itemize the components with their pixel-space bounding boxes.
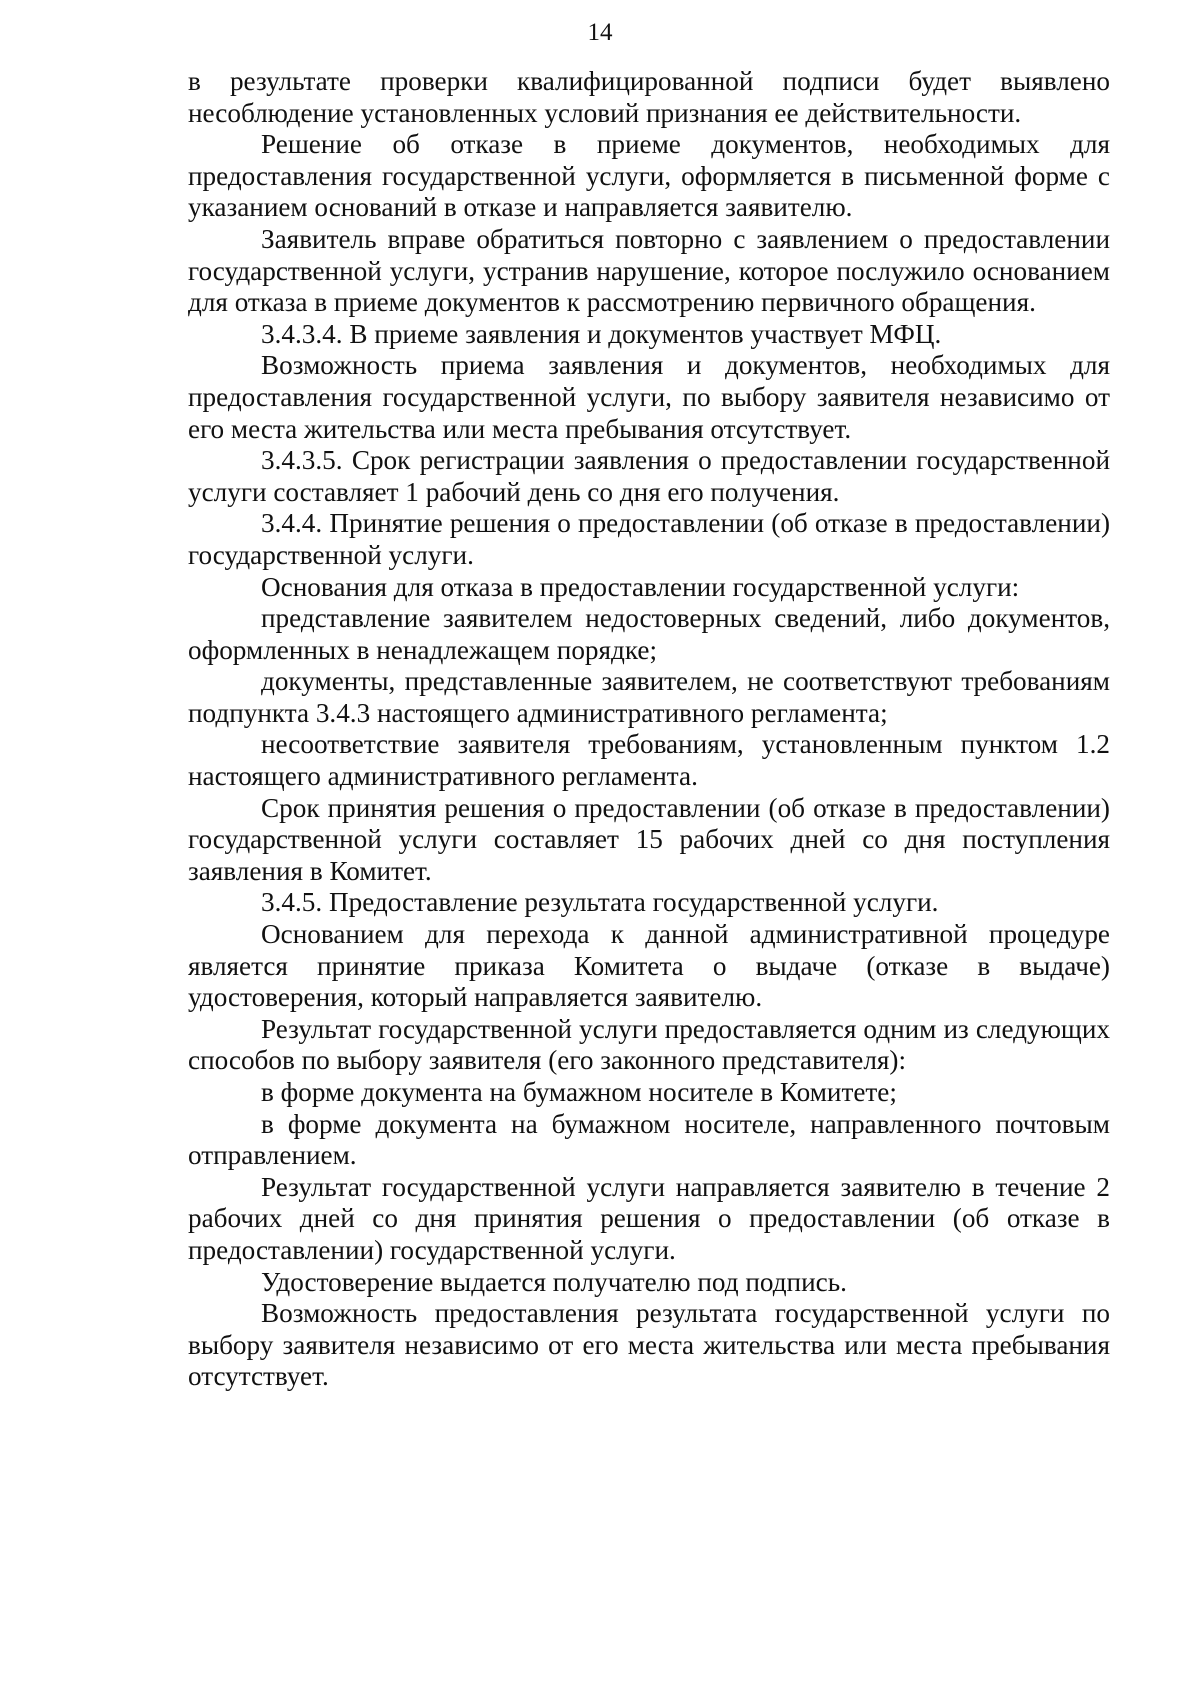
paragraph-ground-false-info: представление заявителем недостоверных сведений, либо документов, оформленных в ненадлежащем порядке; (188, 603, 1110, 665)
paragraph-method-in-committee: в форме документа на бумажном носителе в Комитете; (261, 1077, 897, 1107)
paragraph-method-by-post: в форме документа на бумажном носителе, направленного почтовым отправлением. (188, 1108, 1110, 1171)
paragraph-refusal-grounds-heading: Основания для отказа в предоставлении государственной услуги: (261, 571, 1020, 602)
paragraph-procedure-basis: Основанием для перехода к данной административной процедуре является принятие приказа Комитета о выдаче (отказе в выдаче) удостоверения, который направляется заявителю. (188, 919, 1110, 1013)
document-body (188, 66, 1110, 1393)
paragraph-certificate-issue: Удостоверение выдается получателю под подпись. (261, 1266, 847, 1297)
paragraph-ground-noncompliant-docs: документы, представленные заявителем, не соответствуют требованиям подпункта 3.4.3 настоящего административного регламента; (188, 666, 1110, 728)
paragraph-result-methods: Результат государственной услуги предоставляется одним из следующих способов по выбору заявителя (его законного представителя): (188, 1013, 1110, 1076)
paragraph-result-term: Результат государственной услуги направляется заявителю в течение 2 рабочих дней со дня принятия решения о предоставлении (об отказе в предоставлении) государственной услуги. (188, 1171, 1110, 1265)
page-number: 14 (587, 19, 613, 46)
paragraph-continuation: в результате проверки квалифицированной подписи будет выявлено несоблюдение установленных условий признания ее действительности. (188, 66, 1110, 128)
paragraph-3-4-3-4: 3.4.3.4. В приеме заявления и документов участвует МФЦ. (261, 318, 942, 349)
paragraph-decision-term: Срок принятия решения о предоставлении (об отказе в предоставлении) государственной услуги составляет 15 рабочих дней со дня поступления заявления в Комитет. (188, 792, 1110, 886)
paragraph-3-4-3-5: 3.4.3.5. Срок регистрации заявления о предоставлении государственной услуги составляет 1 рабочий день со дня его получения. (188, 445, 1110, 507)
paragraph-ground-applicant-mismatch: несоответствие заявителя требованиям, установленным пунктом 1.2 настоящего административного регламента. (188, 729, 1110, 792)
paragraph-result-possibility: Возможность предоставления результата государственной услуги по выбору заявителя независимо от его места жительства или места пребывания отсутствует. (188, 1298, 1110, 1392)
paragraph-reapply-right: Заявитель вправе обратиться повторно с заявлением о предоставлении государственной услуги, устранив нарушение, которое послужило основанием для отказа в приеме документов к рассмотрению первичного обращения. (188, 223, 1110, 318)
paragraph-reception-possibility: Возможность приема заявления и документов, необходимых для предоставления государственной услуги, по выбору заявителя независимо от его места жительства или места пребывания отсутствует. (188, 350, 1110, 444)
paragraph-3-4-4: 3.4.4. Принятие решения о предоставлении (об отказе в предоставлении) государственной услуги. (188, 508, 1110, 570)
paragraph-refusal-decision: Решение об отказе в приеме документов, необходимых для предоставления государственной услуги, оформляется в письменной форме с указанием оснований в отказе и направляется заявителю. (188, 129, 1110, 223)
paragraph-3-4-5: 3.4.5. Предоставление результата государственной услуги. (261, 887, 939, 918)
